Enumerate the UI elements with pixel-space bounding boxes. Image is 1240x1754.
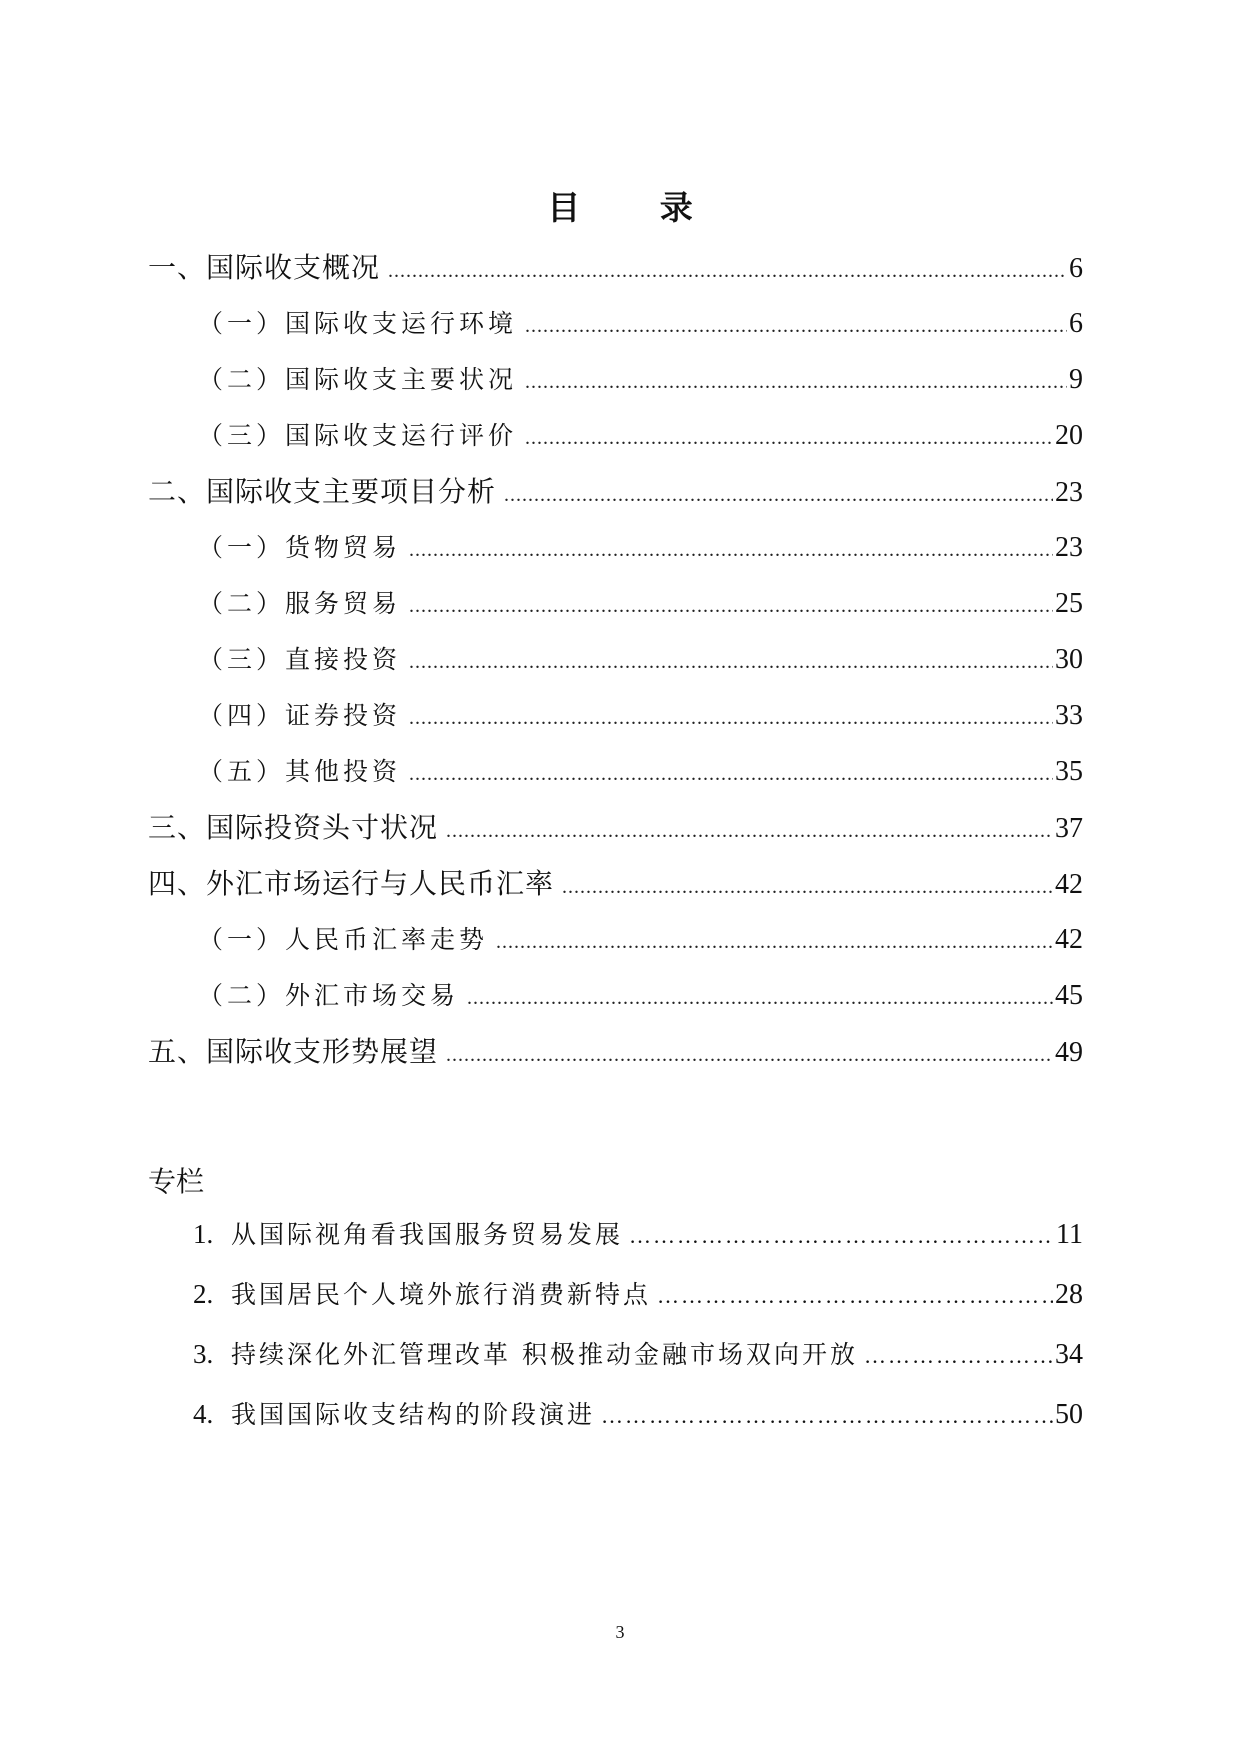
toc-entry-page: 42 bbox=[1055, 924, 1083, 955]
page-title: 目 录 bbox=[547, 188, 727, 227]
dot-leader bbox=[504, 473, 1053, 517]
dot-leader bbox=[446, 809, 1053, 853]
toc-entry-page: 25 bbox=[1055, 588, 1083, 619]
dot-leader bbox=[496, 920, 1053, 964]
toc-entry[interactable] bbox=[198, 414, 1083, 458]
column-entry[interactable] bbox=[193, 1392, 1083, 1436]
column-entry-number: 2. bbox=[193, 1279, 214, 1309]
toc-entry-page: 33 bbox=[1055, 700, 1083, 731]
toc-entry-label: 五、国际收支形势展望 bbox=[148, 1035, 439, 1068]
dot-leader bbox=[446, 1033, 1053, 1077]
toc-entry-label: 二、国际收支主要项目分析 bbox=[148, 475, 497, 508]
column-entry-number: 3. bbox=[193, 1339, 214, 1369]
toc-entry-label: （二）服务贸易 bbox=[198, 589, 402, 618]
toc-entry-page: 45 bbox=[1055, 980, 1083, 1011]
column-entry-label: 从国际视角看我国服务贸易发展 bbox=[231, 1220, 624, 1249]
dot-leader bbox=[409, 528, 1053, 572]
column-entry-label: 我国居民个人境外旅行消费新特点 bbox=[231, 1280, 652, 1309]
toc-entry[interactable] bbox=[148, 862, 1083, 906]
toc-entry[interactable] bbox=[198, 974, 1083, 1018]
dot-leader bbox=[409, 752, 1053, 796]
toc-entry[interactable] bbox=[148, 246, 1083, 290]
dot-leader bbox=[388, 249, 1067, 293]
dot-leader bbox=[601, 1394, 1053, 1438]
toc-entry[interactable] bbox=[148, 1030, 1083, 1074]
toc-entry[interactable] bbox=[198, 358, 1083, 402]
column-entry[interactable] bbox=[193, 1212, 1083, 1256]
toc-entry-label: （二）国际收支主要状况 bbox=[198, 365, 518, 394]
toc-entry-page: 6 bbox=[1069, 253, 1083, 284]
toc-entry[interactable] bbox=[198, 638, 1083, 682]
dot-leader bbox=[525, 304, 1067, 348]
dot-leader bbox=[467, 976, 1053, 1020]
toc-entry[interactable] bbox=[198, 526, 1083, 570]
toc-entry-page: 23 bbox=[1055, 477, 1083, 508]
toc-entry-label: （四）证券投资 bbox=[198, 701, 402, 730]
column-entry-label: 我国国际收支结构的阶段演进 bbox=[231, 1400, 596, 1429]
column-entry[interactable] bbox=[193, 1272, 1083, 1316]
page-number: 3 bbox=[615, 1622, 625, 1642]
toc-entry-page: 20 bbox=[1055, 420, 1083, 451]
column-entry-page: 28 bbox=[1055, 1279, 1083, 1310]
dot-leader bbox=[409, 696, 1053, 740]
toc-entry-label: 三、国际投资头寸状况 bbox=[148, 811, 439, 844]
column-entry-number: 1. bbox=[193, 1219, 214, 1249]
toc-entry[interactable] bbox=[198, 918, 1083, 962]
dot-leader bbox=[409, 584, 1053, 628]
column-entry-number: 4. bbox=[193, 1399, 214, 1429]
toc-entry-label: （五）其他投资 bbox=[198, 757, 402, 786]
dot-leader bbox=[657, 1274, 1053, 1318]
toc-entry[interactable] bbox=[148, 470, 1083, 514]
dot-leader bbox=[525, 360, 1067, 404]
dot-leader bbox=[525, 416, 1053, 460]
toc-entry-label: （一）国际收支运行环境 bbox=[198, 309, 518, 338]
toc-entry-page: 9 bbox=[1069, 364, 1083, 395]
columns-heading: 专栏 bbox=[148, 1165, 205, 1198]
toc-entry[interactable] bbox=[148, 806, 1083, 850]
toc-entry-label: （一）货物贸易 bbox=[198, 533, 402, 562]
toc-entry-page: 23 bbox=[1055, 532, 1083, 563]
dot-leader bbox=[562, 865, 1053, 909]
column-entry-page: 11 bbox=[1056, 1219, 1083, 1250]
toc-entry-label: 一、国际收支概况 bbox=[148, 251, 381, 284]
dot-leader bbox=[629, 1214, 1054, 1258]
toc-entry[interactable] bbox=[198, 750, 1083, 794]
toc-entry-label: 四、外汇市场运行与人民币汇率 bbox=[148, 867, 555, 900]
dot-leader bbox=[409, 640, 1053, 684]
toc-entry-page: 35 bbox=[1055, 756, 1083, 787]
toc-entry-page: 37 bbox=[1055, 813, 1083, 844]
column-entry[interactable] bbox=[193, 1332, 1083, 1376]
toc-entry-label: （三）直接投资 bbox=[198, 645, 402, 674]
column-entry-label: 持续深化外汇管理改革 积极推动金融市场双向开放 bbox=[231, 1340, 858, 1369]
toc-entry[interactable] bbox=[198, 582, 1083, 626]
toc-entry-label: （一）人民币汇率走势 bbox=[198, 925, 489, 954]
toc-entry-page: 6 bbox=[1069, 308, 1083, 339]
column-entry-page: 50 bbox=[1055, 1399, 1083, 1430]
toc-entry-label: （二）外汇市场交易 bbox=[198, 981, 460, 1010]
toc-entry-page: 30 bbox=[1055, 644, 1083, 675]
toc-entry-page: 42 bbox=[1055, 869, 1083, 900]
column-entry-page: 34 bbox=[1055, 1339, 1083, 1370]
toc-entry[interactable] bbox=[198, 694, 1083, 738]
toc-entry[interactable] bbox=[198, 302, 1083, 346]
toc-entry-label: （三）国际收支运行评价 bbox=[198, 421, 518, 450]
dot-leader bbox=[864, 1334, 1053, 1378]
toc-entry-page: 49 bbox=[1055, 1037, 1083, 1068]
